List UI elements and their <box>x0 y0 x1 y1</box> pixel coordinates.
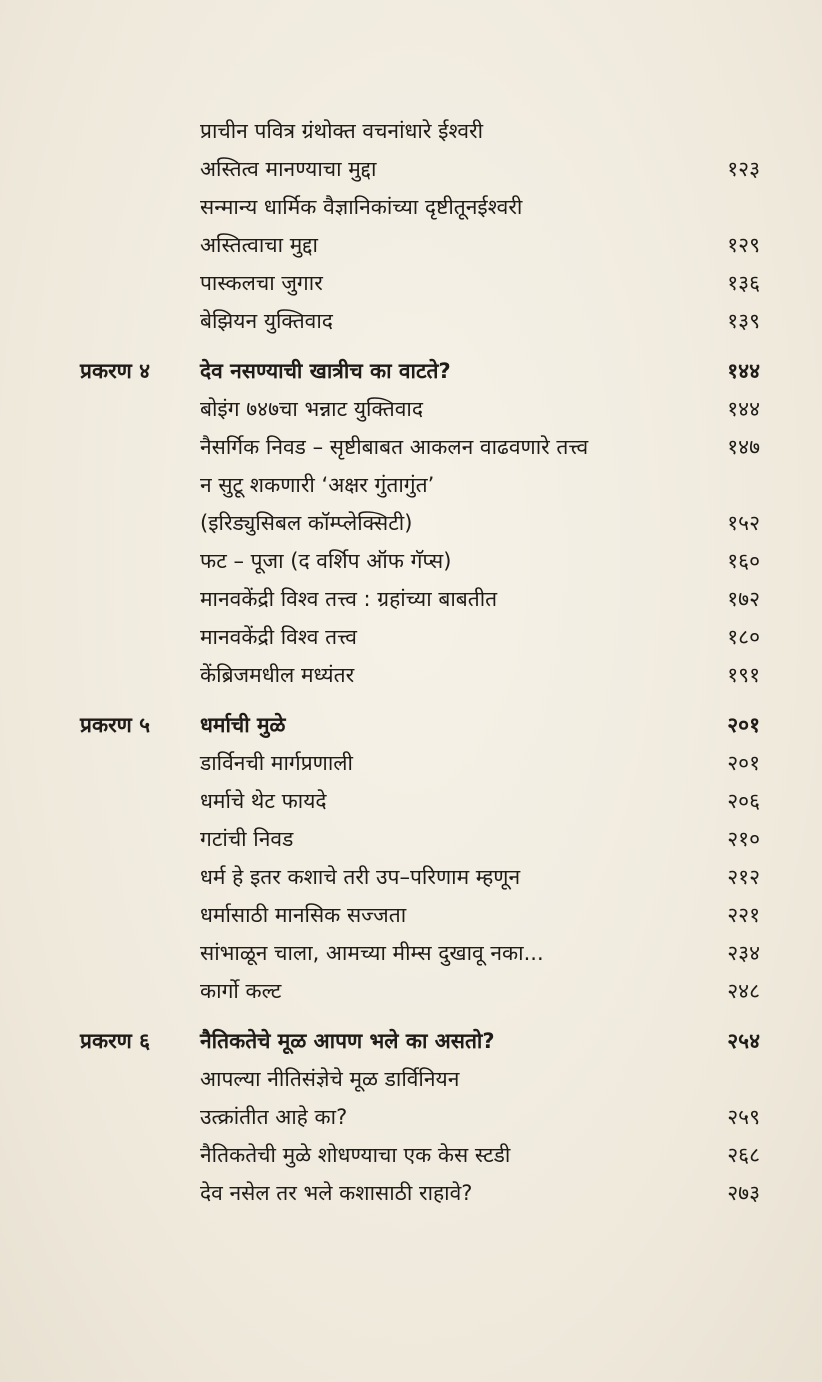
entry-title: बोइंग ७४७चा भन्नाट युक्तिवाद <box>200 397 423 421</box>
toc-entry <box>80 390 760 428</box>
entry-title: बेझियन युक्तिवाद <box>200 309 333 333</box>
toc-entry <box>80 782 760 820</box>
chapter-heading-row <box>80 706 760 744</box>
entry-title: आपल्या नीतिसंज्ञेचे मूळ डार्विनियन <box>200 1067 460 1091</box>
toc-entry <box>80 112 760 150</box>
chapter-label: प्रकरण ५ <box>80 713 151 737</box>
page-number: १३९ <box>727 309 760 333</box>
page-number: २३४ <box>727 941 760 965</box>
page-number: २१२ <box>727 865 760 889</box>
chapter-label: प्रकरण ४ <box>80 359 151 383</box>
page-number: २०१ <box>727 751 760 775</box>
toc-entry <box>80 896 760 934</box>
page-number: २४८ <box>727 979 760 1003</box>
page-number: १९१ <box>727 663 760 687</box>
toc-entry <box>80 1060 760 1098</box>
entry-title: नैतिकतेचे मूळ आपण भले का असतो? <box>200 1029 495 1053</box>
entry-title: देव नसण्याची खात्रीच का वाटते? <box>200 359 451 383</box>
page-number: १७२ <box>727 587 760 611</box>
page-number: १५२ <box>727 511 760 535</box>
toc-entry <box>80 972 760 1010</box>
page-number: २५९ <box>727 1105 760 1129</box>
page-number: १२३ <box>727 157 760 181</box>
toc-entry <box>80 428 760 466</box>
page-number: २१० <box>727 827 760 851</box>
entry-title: (इरिड्युसिबल कॉम्प्लेक्सिटी) <box>200 511 413 535</box>
entry-title: धर्माचे थेट फायदे <box>200 789 327 813</box>
toc-entry <box>80 858 760 896</box>
toc-entry <box>80 466 760 504</box>
toc-entry <box>80 302 760 340</box>
toc-entry <box>80 188 760 226</box>
section-gap <box>80 340 760 352</box>
toc-entry <box>80 820 760 858</box>
toc-entry <box>80 656 760 694</box>
page-number: २५४ <box>727 1029 760 1053</box>
page-number: २२१ <box>727 903 760 927</box>
entry-title: सांभाळून चाला, आमच्या मीम्स दुखावू नका... <box>200 941 544 965</box>
chapter-heading-row <box>80 1022 760 1060</box>
entry-title: डार्विनची मार्गप्रणाली <box>200 751 353 775</box>
entry-title: धर्मासाठी मानसिक सज्जता <box>200 903 407 927</box>
entry-title: मानवकेंद्री विश्व तत्त्व <box>200 625 357 649</box>
table-of-contents <box>80 112 760 1212</box>
page-number: १६० <box>727 549 760 573</box>
entry-title: अस्तित्वाचा मुद्दा <box>200 233 318 257</box>
page-number: २७३ <box>727 1181 760 1205</box>
entry-title: नैतिकतेची मुळे शोधण्याचा एक केस स्टडी <box>200 1143 511 1167</box>
toc-entry <box>80 504 760 542</box>
toc-entry <box>80 542 760 580</box>
entry-title: पास्कलचा जुगार <box>200 271 323 295</box>
toc-entry <box>80 744 760 782</box>
entry-title: गटांची निवड <box>200 827 294 851</box>
entry-title: प्राचीन पवित्र ग्रंथोक्त वचनांधारे ईश्वरी <box>200 119 484 143</box>
toc-entry <box>80 580 760 618</box>
entry-title: मानवकेंद्री विश्व तत्त्व : ग्रहांच्या बाबतीत <box>200 587 498 611</box>
page-number: २०६ <box>727 789 760 813</box>
page-number: २०१ <box>727 713 760 737</box>
entry-title: अस्तित्व मानण्याचा मुद्दा <box>200 157 377 181</box>
page-number: १४७ <box>727 435 760 459</box>
toc-entry <box>80 618 760 656</box>
chapter-heading-row <box>80 352 760 390</box>
toc-entry <box>80 226 760 264</box>
toc-entry <box>80 1136 760 1174</box>
entry-title: नैसर्गिक निवड – सृष्टीबाबत आकलन वाढवणारे तत्त्व <box>200 435 589 459</box>
page-number: १४४ <box>727 397 760 421</box>
page-number: १२९ <box>727 233 760 257</box>
entry-title: धर्माची मुळे <box>200 713 286 737</box>
toc-entry <box>80 1098 760 1136</box>
page-number: २६८ <box>727 1143 760 1167</box>
toc-entry <box>80 1174 760 1212</box>
entry-title: उत्क्रांतीत आहे का? <box>200 1105 348 1129</box>
chapter-label: प्रकरण ६ <box>80 1029 151 1053</box>
page-number: १४४ <box>727 359 760 383</box>
toc-entry <box>80 264 760 302</box>
entry-title: धर्म हे इतर कशाचे तरी उप–परिणाम म्हणून <box>200 865 521 889</box>
entry-title: कार्गो कल्ट <box>200 979 282 1003</box>
page-number: १८० <box>727 625 760 649</box>
entry-title: न सुटू शकणारी ‘अक्षर गुंतागुंत’ <box>200 473 435 497</box>
entry-title: केंब्रिजमधील मध्यंतर <box>200 663 355 687</box>
page-number: १३६ <box>727 271 760 295</box>
section-gap <box>80 694 760 706</box>
section-gap <box>80 1010 760 1022</box>
entry-title: देव नसेल तर भले कशासाठी राहावे? <box>200 1181 473 1205</box>
entry-title: फट – पूजा (द वर्शिप ऑफ गॅप्स) <box>200 549 452 573</box>
entry-title: सन्मान्य धार्मिक वैज्ञानिकांच्या दृष्टीतूनईश्वरी <box>200 195 523 219</box>
toc-entry <box>80 150 760 188</box>
toc-entry <box>80 934 760 972</box>
